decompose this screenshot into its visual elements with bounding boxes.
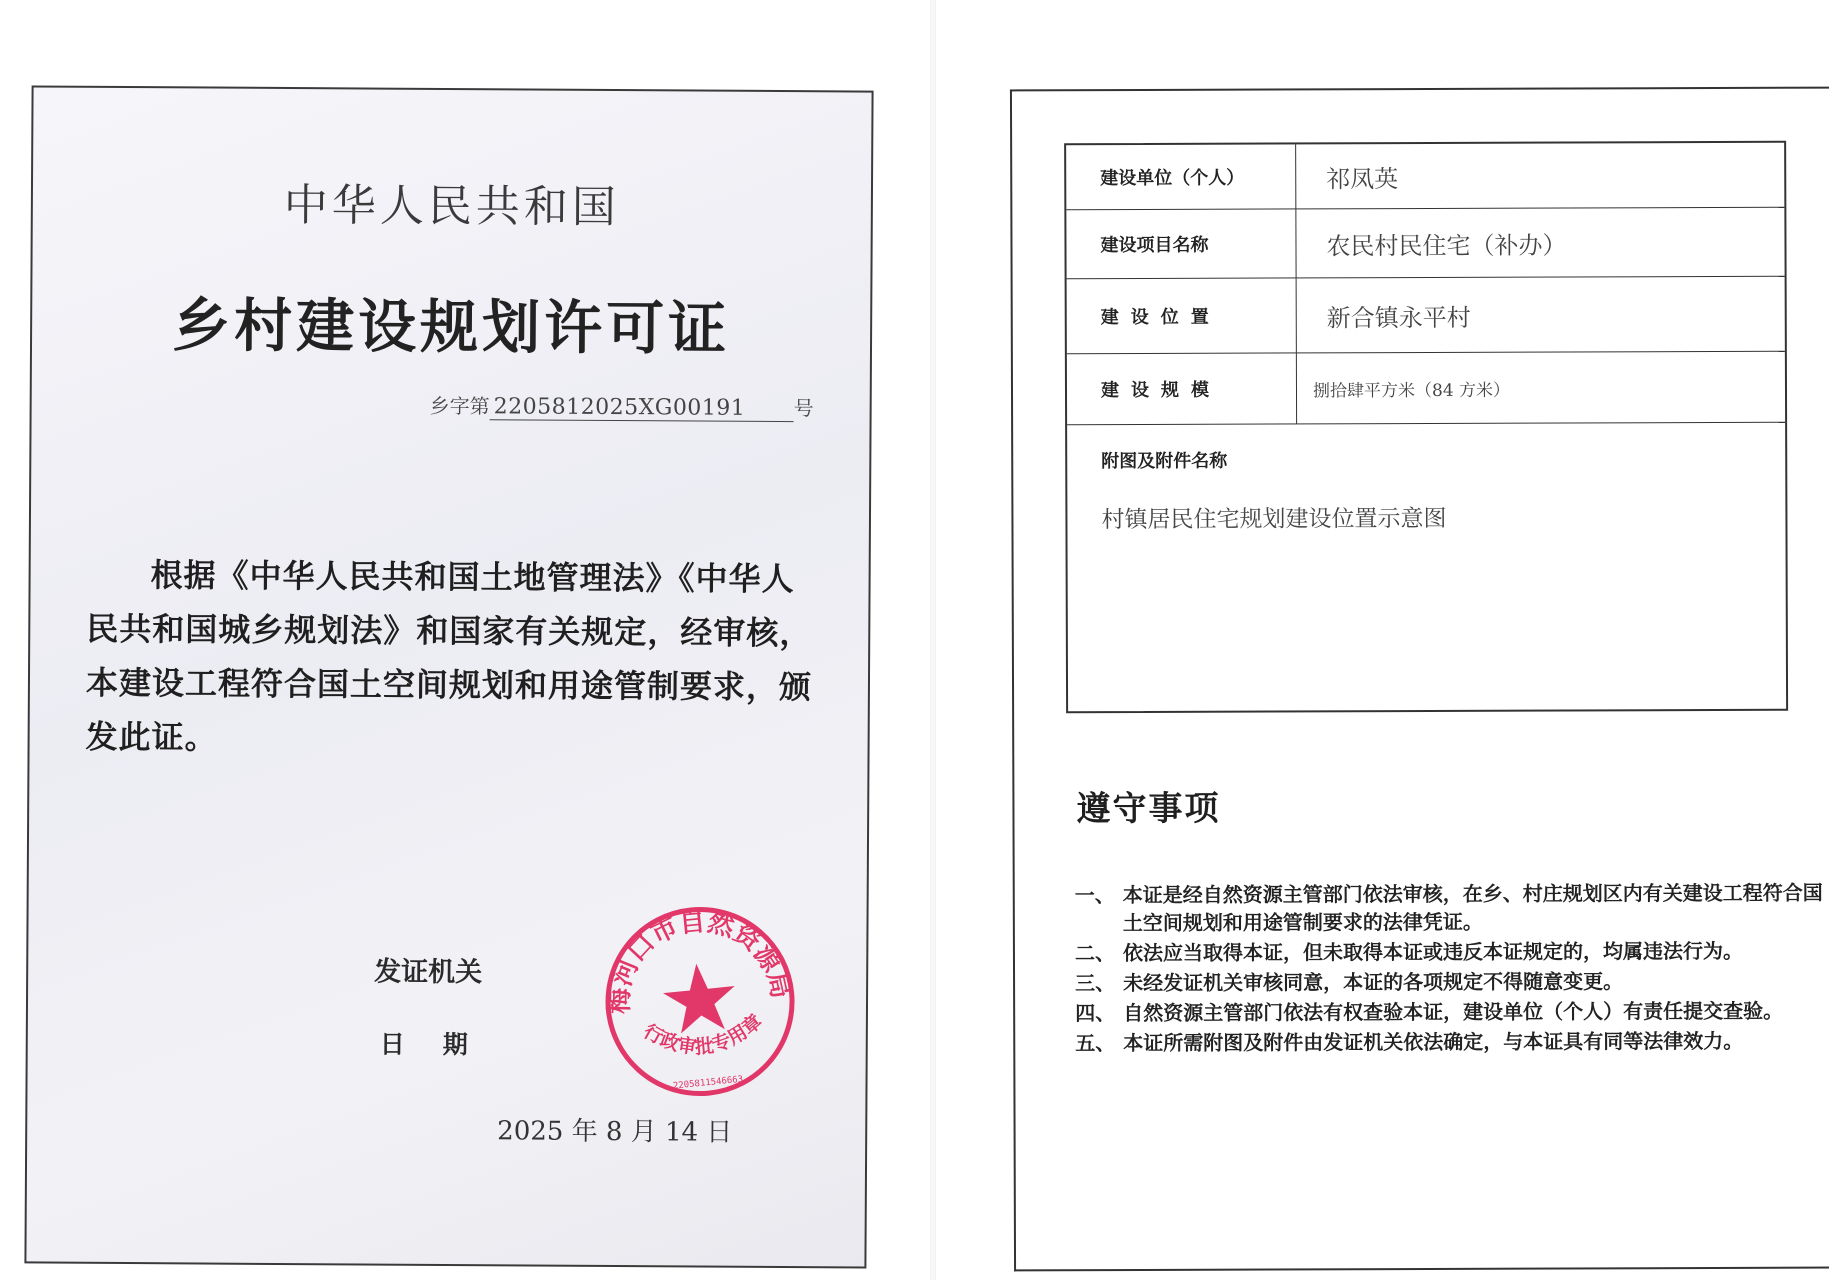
certificate-body-text: 根据《中华人民共和国土地管理法》《中华人民共和国城乡规划法》和国家有关规定，经审核，本建设工程符合国土空间规划和用途管制要求，颁发此证。: [85, 556, 813, 757]
list-item: [1075, 937, 1829, 968]
row-label-project-name: 建设项目名称: [1066, 209, 1296, 278]
notice-index: 二、: [1074, 941, 1115, 966]
attachments-section: [1067, 423, 1786, 712]
list-item: [1075, 879, 1829, 938]
notice-index: 四、: [1075, 1001, 1116, 1026]
notice-text: 依法应当取得本证，但未取得本证或违反本证规定的，均属违法行为。: [1122, 938, 1743, 966]
notice-index: 三、: [1075, 971, 1116, 996]
certificate-number-line: [430, 390, 814, 422]
seal-outer-text: 梅河口市自然资源局: [604, 906, 796, 1015]
info-table: [1064, 141, 1788, 714]
issue-date: 2025 年 8 月 14 日: [497, 1116, 733, 1148]
row-value-scale: 捌拾肆平方米（84 方米）: [1312, 380, 1511, 401]
table-row: [1066, 143, 1784, 211]
date-label: 日期: [379, 1029, 506, 1060]
notice-list: [1075, 879, 1829, 1060]
row-label-scale: 建设规模: [1067, 353, 1297, 424]
notice-text: 本证所需附图及附件由发证机关依法确定，与本证具有同等法律效力。: [1123, 1028, 1744, 1056]
seal-inner-text: 行政审批专用章: [639, 1010, 767, 1059]
table-row: [1066, 208, 1784, 280]
certificate-front-page: [24, 85, 873, 1268]
certificate-number: 2205812025XG00191: [490, 394, 794, 422]
notice-index: 五、: [1075, 1031, 1116, 1056]
notice-text: 未经发证机关审核同意，本证的各项规定不得随意变更。: [1123, 969, 1624, 996]
country-heading: 中华人民共和国: [283, 179, 621, 234]
number-suffix: 号: [793, 396, 814, 421]
issuer-label: 发证机关: [374, 956, 483, 989]
notice-text: 自然资源主管部门依法有权查验本证，建设单位（个人）有责任提交查验。: [1123, 998, 1784, 1026]
row-value-project-name: 农民村民住宅（补办）: [1326, 230, 1567, 260]
seal-star-icon: [660, 960, 738, 1035]
seal-code: 2205811546663: [672, 1074, 744, 1092]
notice-index: 一、: [1074, 883, 1115, 908]
row-value-location: 新合镇永平村: [1326, 303, 1471, 332]
number-prefix: 乡字第: [429, 393, 490, 419]
notice-text: 本证是经自然资源主管部门依法审核，在乡、村庄规划区内有关建设工程符合国土空间规划和用途管制要求的法律凭证。: [1122, 880, 1823, 936]
row-value-builder: 祁凤英: [1326, 164, 1399, 193]
row-label-location: 建设位置: [1067, 278, 1297, 353]
certificate-title: 乡村建设规划许可证: [171, 291, 731, 363]
table-row: [1067, 277, 1785, 355]
table-row: [1067, 352, 1785, 426]
certificate-detail-page: [1010, 87, 1829, 1272]
page-fold: [930, 0, 936, 1280]
list-item: [1075, 967, 1829, 998]
list-item: [1075, 997, 1829, 1028]
official-seal-stamp: [591, 892, 810, 1111]
list-item: [1075, 1027, 1829, 1058]
attachments-value: 村镇居民住宅规划建设位置示意图: [1101, 505, 1447, 534]
notice-heading: 遵守事项: [1076, 788, 1221, 830]
attachments-label: 附图及附件名称: [1101, 450, 1228, 473]
row-label-builder: 建设单位（个人）: [1066, 144, 1296, 209]
